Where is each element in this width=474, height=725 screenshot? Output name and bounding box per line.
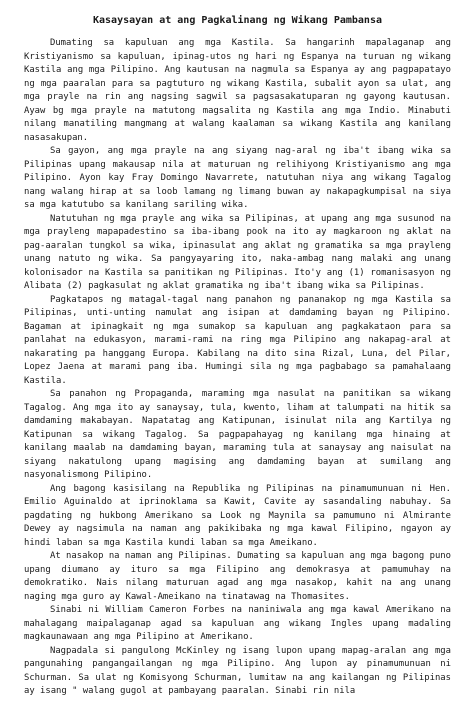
document-body — [24, 37, 451, 699]
paragraph-3: Natutuhan ng mga prayle ang wika sa Pilipinas, at upang ang mga susunod na mga prayleng mapapadestino sa iba-ibang pook na ito ay magkaroon ng aklat na pag-aaralan tungkol sa wika, ipinasulat ang aklat ng gramatika sa mga prayleng unang natuto ng wika. Sa pangyayaring ito, naka-ambag nang malaki ang unang kolonisador na Kastila sa panitikan ng Pilipinas. Ito'y ang (1) romanisasyon ng Alibata (2) pagkasulat ng aklat gramatika ng iba't ibang wika sa Pilipinas. — [24, 213, 451, 291]
paragraph-7: At nasakop na naman ang Pilipinas. Dumating sa kapuluan ang mga bagong puno upang diumano ay ituro sa mga Filipino ang demokrasya at pamumuhay na demokratiko. Nais nilang maturuan agad ang mga nasakop, kahit na ang unang naging mga guro ay Kawal-Ameikano na tinatawag na Thomasites. — [24, 551, 451, 602]
document-title: Kasaysayan at ang Pagkalinang ng Wikang Pambansa — [93, 15, 382, 26]
paragraph-4: Pagkatapos ng matagal-tagal nang panahon ng pananakop ng mga Kastila sa Pilipinas, unti-unting namulat ang isipan at damdaming bayan ng Pilipino. Bagaman at ipinagkait ng mga sumakop sa kapuluan ang pagkakataon para sa panlahat na edukasyon, marami-rami na ring mga Pilipino ang nakapag-aral at nakarating pa hanggang Europa. Kabilang na dito sina Rizal, Luna, del Pilar, Lopez Jaena at marami pang iba. Humingi sila ng mga pagbabago sa pamahalaang Kastila. — [24, 294, 451, 386]
paragraph-6: Ang bagong kasisilang na Republika ng Pilipinas na pinamumunuan ni Hen. Emilio Aguinaldo at iprinoklama sa Kawit, Cavite ay sasandaling nabuhay. Sa pagdating ng hukbong Amerikano sa Look ng Maynila sa pamumuno ni Almirante Dewey ay nagsimula na naman ang pakikibaka ng mga kawal Filipino, ngayon ay hindi laban sa mga Kastila kundi laban sa mga Ameikano. — [24, 483, 451, 548]
paragraph-8: Sinabi ni William Cameron Forbes na naniniwala ang mga kawal Amerikano na mahalagang maipalaganap agad sa kapuluan ang wikang Ingles upang madaling magkaunawaan ang mga Pilipino at Amerikano. — [24, 605, 451, 642]
paragraph-2: Sa gayon, ang mga prayle na ang siyang nag-aral ng iba't ibang wika sa Pilipinas upang makausap nila at maturuan ng relihiyong Kristiyanismo ang mga Pilipino. Ayon kay Fray Domingo Navarrete, natutuhan niya ang wikang Tagalog nang walang hirap at sa loob lamang ng limang buwan ay nakapagkumpisal na siya sa mga katutubo sa kanilang sariling wika. — [24, 146, 451, 210]
paragraph-1: Dumating sa kapuluan ang mga Kastila. Sa hangarinh mapalaganap ang Kristiyanismo sa kapuluan, ipinag-utos ng hari ng Espanya na turuan ng wikang Kastila ang mga Pilipino. Ang kautusan na nagmula sa Espanya ay ang pagpapatayo ng mga paaralan para sa pagtuturo ng wikang Kastila, subalit ayon sa ulat, ang mga prayle na rin ang nagsing sagwil sa pagsasakatuparan ng gayong kautusan. Ayaw bg mga prayle na matutong magsalita ng Kastila ang mga Indio. Minabuti nilang manatiling mangmang at walang kaalaman sa wikang Kastila ang kanilang nasasakupan. — [24, 38, 451, 143]
paragraph-5: Sa panahon ng Propaganda, maraming mga nasulat na panitikan sa wikang Tagalog. Ang mga ito ay sanaysay, tula, kwento, liham at talumpati na hitik sa damdaming makabayan. Napatatag ang Katipunan, isinulat nila ang Kartilya ng Katipunan sa wikang Tagalog. Sa pagpapahayag ng kanilang mga hinaing at kanilang maalab na damdaming bayan, maraming tula at sanaysay ang naisulat na siyang nakatulong upang magising ang damdaming bayan at sumilang ang nasyonalismong Pilipino. — [24, 389, 451, 480]
paragraph-9: Nagpadala si pangulong McKinley ng isang lupon upang mapag-aralan ang mga pangunahing pangangailangan ng mga Pilipino. Ang lupon ay pinamumunuan ni Schurman. Sa ulat ng Komisyong Schurman, lumitaw na ang kailangan ng Pilipinas ay isang " walang gugol at pambayang paaralan. Sinabi rin nila — [24, 645, 451, 696]
